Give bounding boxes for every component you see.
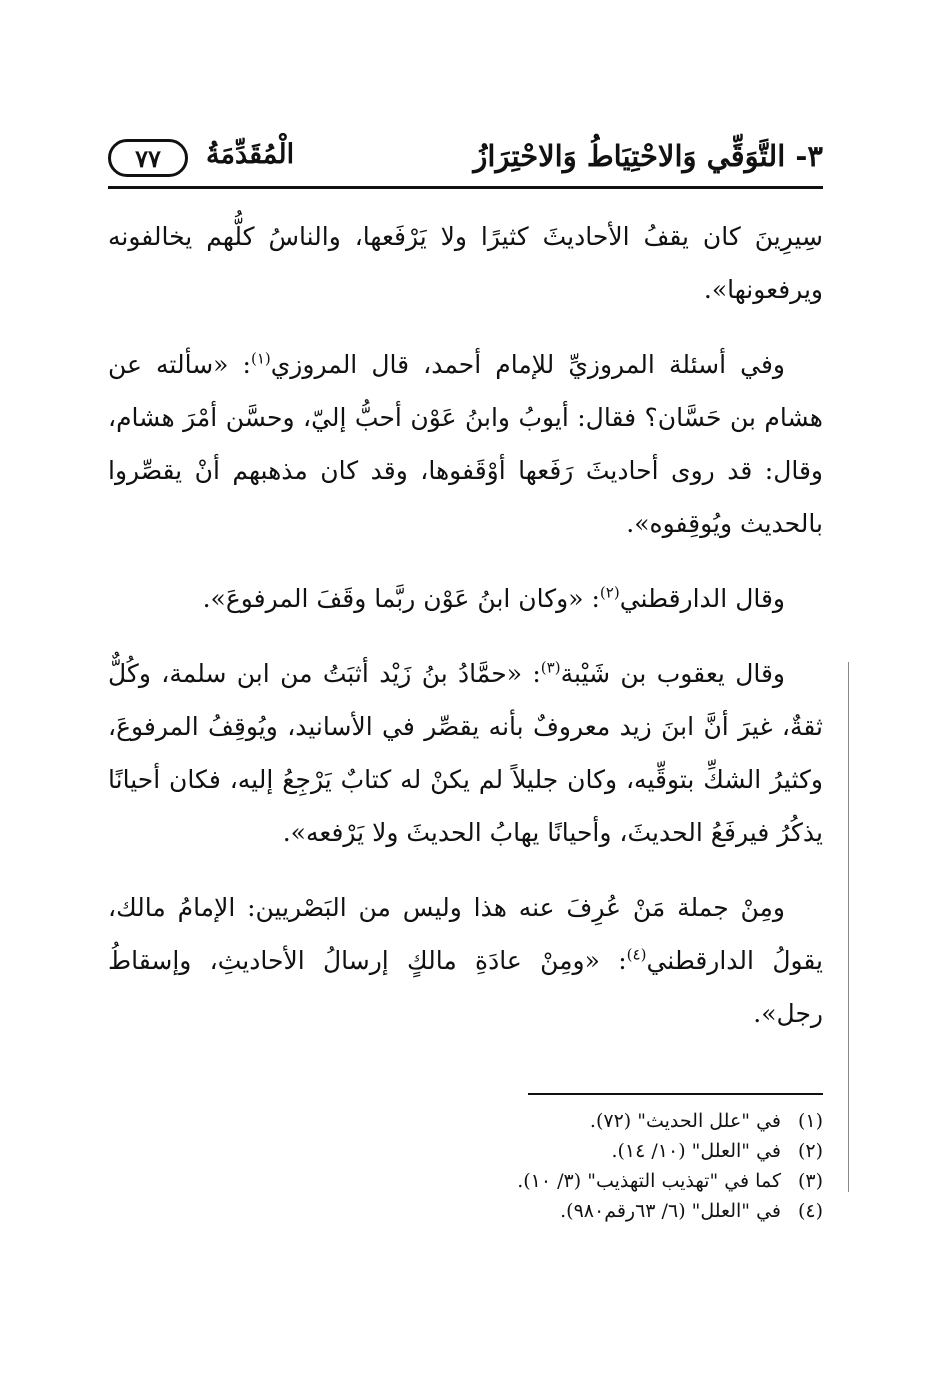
footnote-ref-4[interactable]: (٤)	[626, 945, 647, 964]
paragraph-1: سِيرِينَ كان يقفُ الأحاديثَ كثيرًا ولا يَرْفَعها، والناسُ كلُّهم يخالفونه ويرفعونها».	[108, 222, 823, 304]
footnote-text: في "علل الحديث" (٧٢).	[589, 1110, 781, 1132]
paragraph-2	[108, 338, 823, 550]
footnote-text: في "العلل" (١٠/ ١٤).	[611, 1140, 781, 1162]
running-header	[108, 135, 823, 187]
page-number-badge: ٧٧	[108, 139, 188, 177]
footnote-number: (٣)	[797, 1170, 823, 1192]
footnotes	[300, 1106, 823, 1226]
paragraph-2-text: : «سألته عن هشام بن حَسَّان؟ فقال: أيوبُ وابنُ عَوْن أحبُّ إليّ، وحسَّن أمْرَ هشام، وقال: قد روى أحاديثَ رَفَعها أوْقَفوها، وقد كان مذهبهم أنْ يقصِّروا بالحديث ويُوقِفوه».	[108, 350, 823, 538]
section-title: الْمُقَدِّمَةُ	[206, 139, 295, 170]
paragraph-3-text: : «وكان ابنُ عَوْن ربَّما وقَفَ المرفوعَ».	[202, 584, 600, 613]
footnote-1	[300, 1106, 823, 1136]
margin-line	[848, 662, 849, 1192]
footnote-ref-1[interactable]: (١)	[250, 349, 271, 368]
footnote-number: (٤)	[797, 1200, 823, 1222]
footnote-4	[300, 1196, 823, 1226]
footnote-3	[300, 1166, 823, 1196]
paragraph-4-text: : «حمَّادُ بنُ زَيْد أثبَتُ من ابن سلمة، وكُلٌّ ثقةٌ، غيرَ أنَّ ابنَ زيد معروفٌ بأنه يقصِّر في الأسانيد، ويُوقِفُ المرفوعَ، وكثيرُ الشكِّ بتوقِّيه، وكان جليلاً لم يكنْ له كتابٌ يَرْجِعُ إليه، فكان أحيانًا يذكُرُ فيرفَعُ الحديثَ، وأحيانًا يهابُ الحديثَ ولا يَرْفعه».	[108, 659, 823, 847]
footnote-ref-2[interactable]: (٢)	[599, 583, 620, 602]
footnote-text: في "العلل" (٦/ ٦٣رقم٩٨٠).	[560, 1200, 781, 1222]
paragraph-5-text: : «ومِنْ عادَةِ مالكٍ إرسالُ الأحاديثِ، وإسقاطُ رجل».	[108, 946, 823, 1028]
paragraph-3	[108, 572, 823, 625]
footnote-text: كما في "تهذيب التهذيب" (٣/ ١٠).	[517, 1170, 781, 1192]
footnote-ref-3[interactable]: (٣)	[540, 658, 561, 677]
footnote-divider	[528, 1093, 823, 1095]
paragraph-2-lead: وفي أسئلة المروزيِّ للإمام أحمد، قال المروزي	[270, 350, 785, 379]
paragraph-4	[108, 647, 823, 859]
paragraph-5	[108, 881, 823, 1040]
paragraph-3-lead: وقال الدارقطني	[619, 584, 785, 613]
paragraph-4-lead: وقال يعقوب بن شَيْبة	[560, 659, 785, 688]
main-text	[108, 210, 823, 1040]
paragraph-5-lead: ومِنْ جملة مَنْ عُرِفَ عنه هذا وليس من البَصْريين: الإمامُ مالك، يقولُ الدارقطني	[108, 893, 823, 975]
header-divider	[108, 186, 823, 189]
chapter-title: ٣- التَّوَقِّي وَالاحْتِيَاطُ وَالاحْتِرَازُ	[473, 139, 823, 173]
footnote-number: (٢)	[797, 1140, 823, 1162]
footnote-number: (١)	[797, 1110, 823, 1132]
footnote-2	[300, 1136, 823, 1166]
